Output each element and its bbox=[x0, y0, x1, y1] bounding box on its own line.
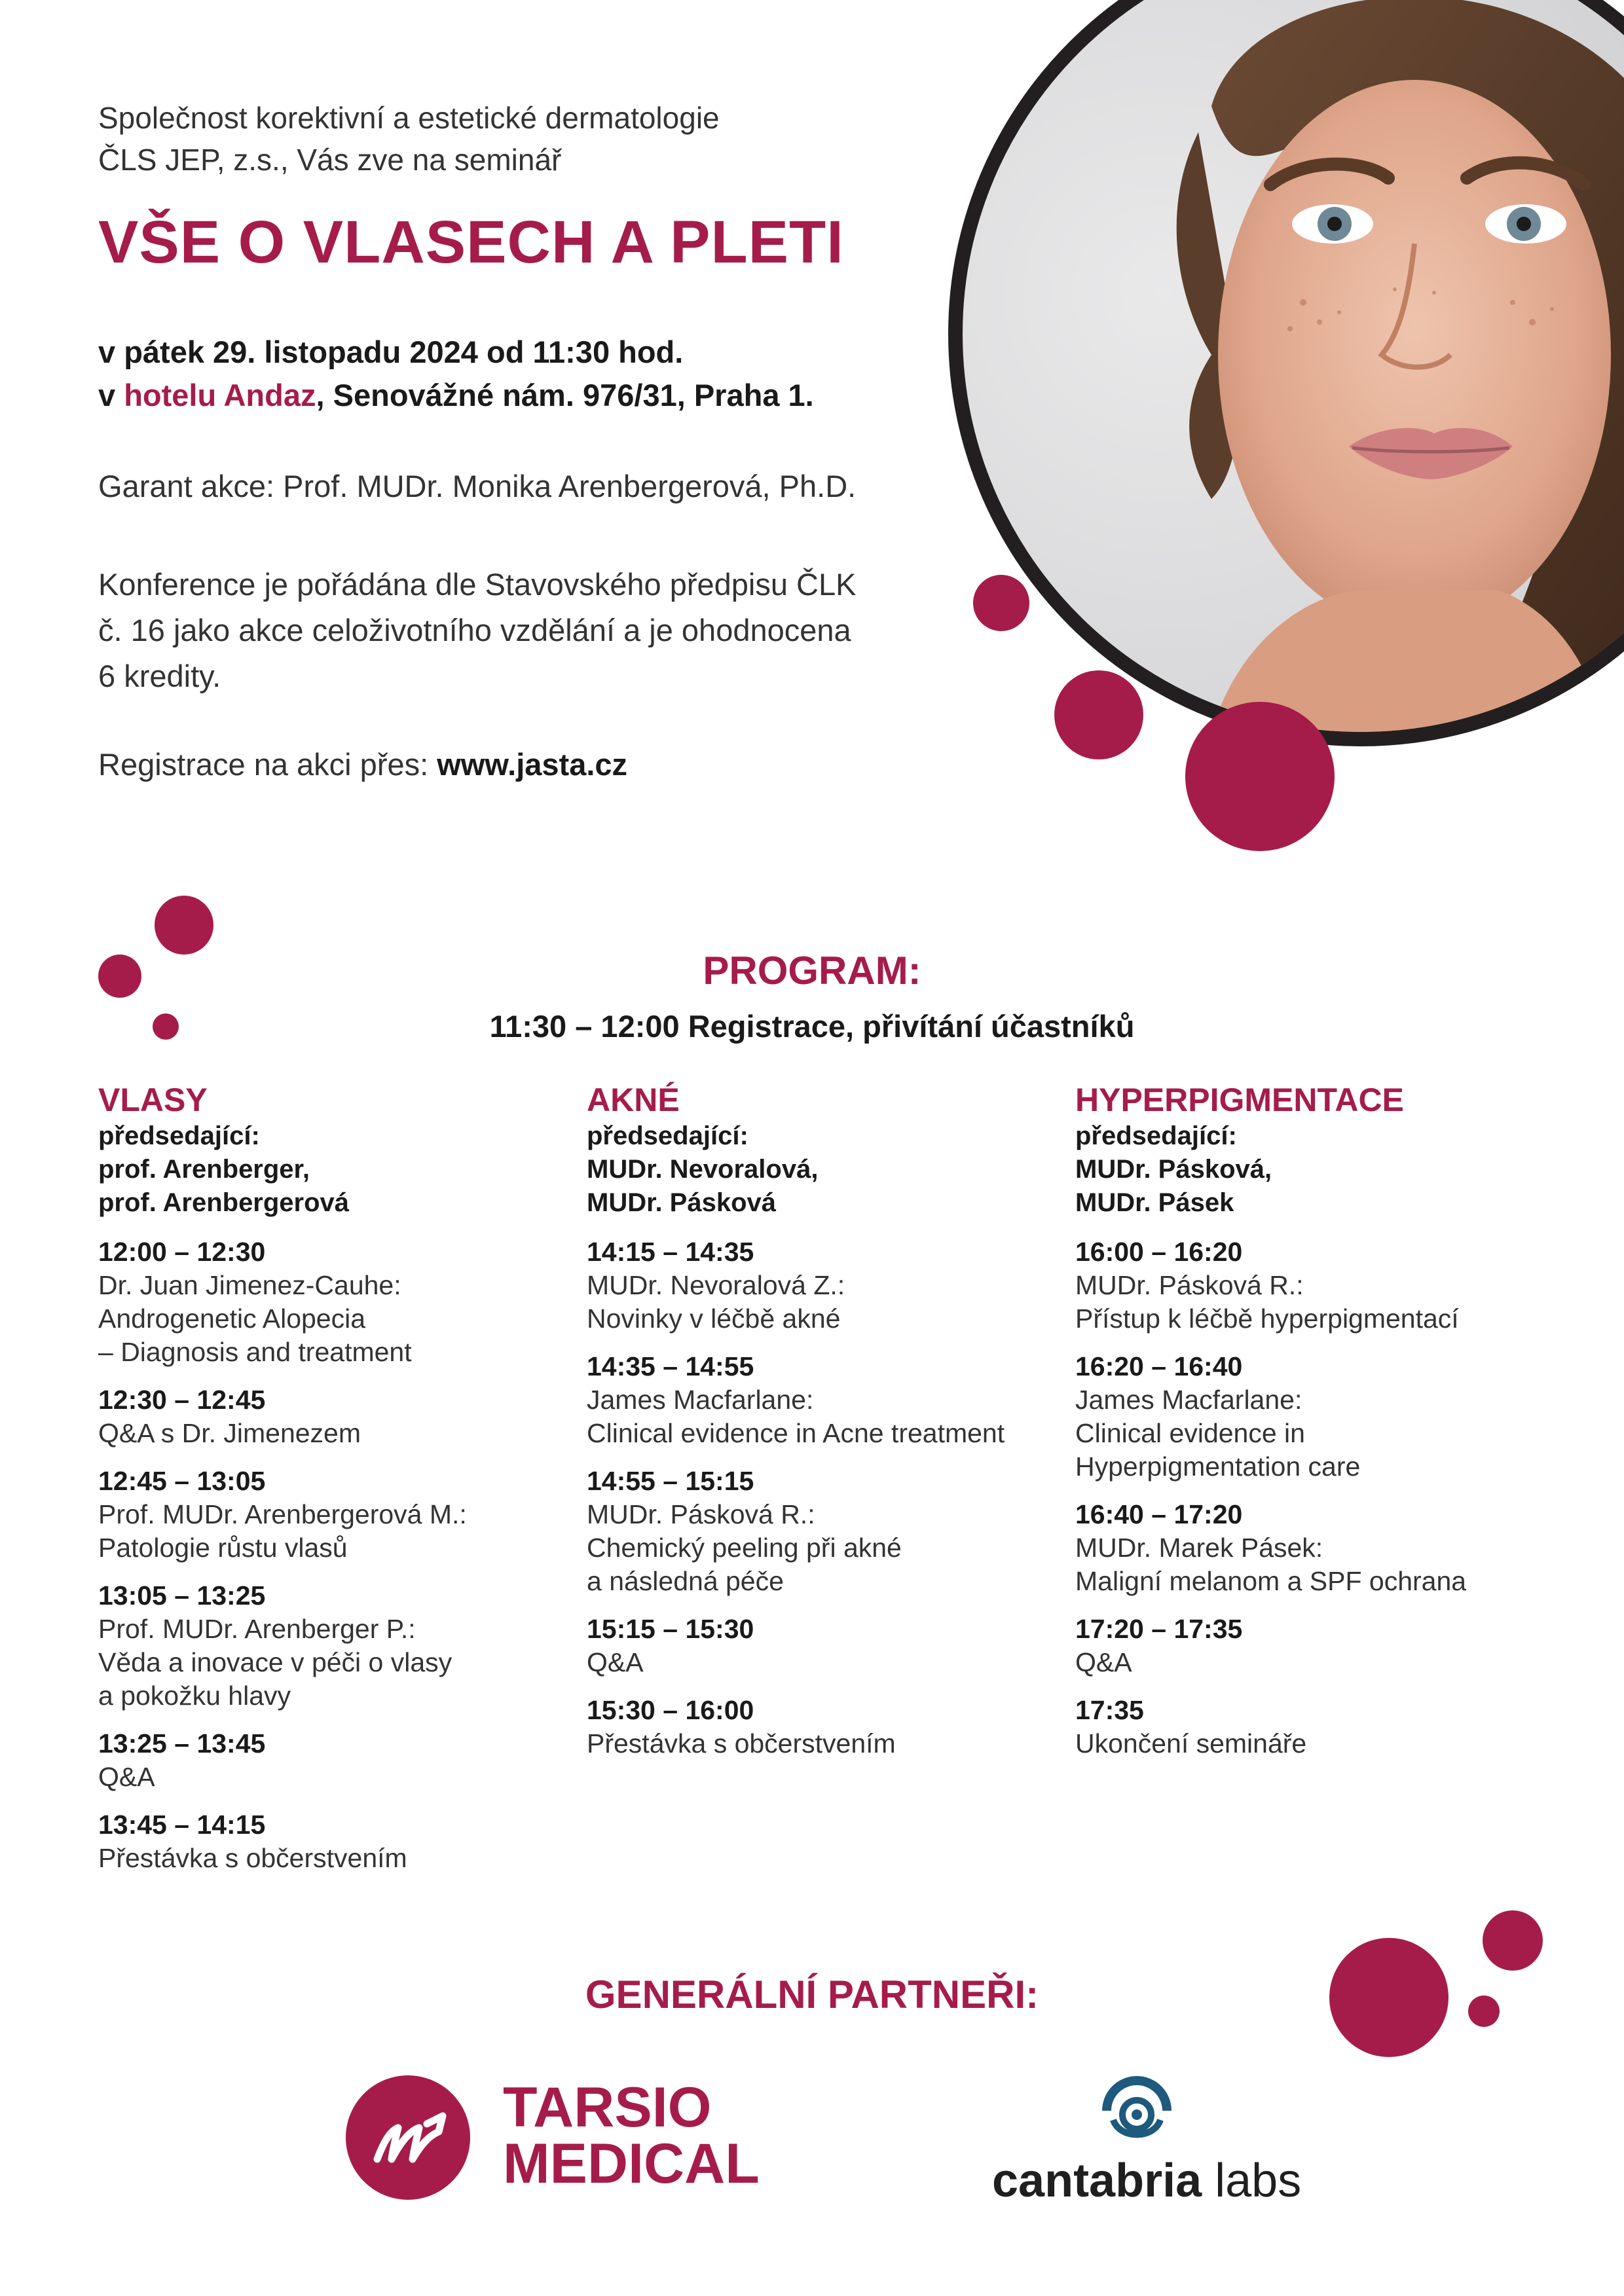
venue-hotel-link[interactable]: hotelu Andaz bbox=[124, 378, 316, 412]
slot-time: 15:15 – 15:30 bbox=[587, 1614, 754, 1644]
slot-description: James Macfarlane: bbox=[587, 1385, 814, 1415]
accreditation-line-2: č. 16 jako akce celoživotního vzdělání a je ohodnocena bbox=[98, 613, 851, 647]
program-slot bbox=[98, 1465, 570, 1565]
chair-name: MUDr. Pásková bbox=[587, 1188, 777, 1217]
slot-description: Patologie růstu vlasů bbox=[98, 1533, 348, 1563]
venue-prefix: v bbox=[98, 378, 124, 412]
intro-line-2: ČLS JEP, z.s., Vás zve na seminář bbox=[98, 143, 562, 177]
decorative-dot bbox=[1185, 702, 1335, 851]
program-slot bbox=[587, 1350, 1058, 1450]
slot-description: James Macfarlane: bbox=[1075, 1385, 1302, 1415]
chair-label: předsedající: bbox=[98, 1121, 260, 1150]
program-slot bbox=[587, 1465, 1058, 1598]
section-chairs bbox=[1075, 1120, 1547, 1220]
section-title: VLASY bbox=[98, 1082, 208, 1118]
program-column-akne bbox=[587, 1080, 1058, 1775]
slot-time: 17:35 bbox=[1075, 1695, 1144, 1725]
slot-description: Q&A bbox=[587, 1647, 644, 1677]
program-slot bbox=[587, 1613, 1058, 1679]
slot-time: 14:55 – 15:15 bbox=[587, 1466, 754, 1496]
medical-word: MEDICAL bbox=[503, 2132, 760, 2195]
chair-name: prof. Arenbergerová bbox=[98, 1188, 350, 1217]
slot-description: MUDr. Pásková R.: bbox=[587, 1499, 815, 1529]
slot-description: Prof. MUDr. Arenberger P.: bbox=[98, 1614, 416, 1644]
program-slot bbox=[1075, 1235, 1547, 1336]
decorative-dot bbox=[1483, 1910, 1543, 1971]
tarsio-medical-logo-icon bbox=[346, 2075, 470, 2200]
slot-description: Přístup k léčbě hyperpigmentací bbox=[1075, 1303, 1459, 1334]
chair-name: prof. Arenberger, bbox=[98, 1155, 310, 1184]
slot-description: a následná péče bbox=[587, 1566, 784, 1596]
section-chairs bbox=[587, 1120, 1058, 1220]
cantabria-labs-eye-icon bbox=[1100, 2074, 1173, 2147]
slot-description: MUDr. Pásková R.: bbox=[1075, 1270, 1304, 1300]
slot-description: Maligní melanom a SPF ochrana bbox=[1075, 1566, 1467, 1596]
venue-address: , Senovážné nám. 976/31, Praha 1. bbox=[316, 378, 814, 412]
portrait-illustration bbox=[963, 0, 1624, 732]
program-slot bbox=[587, 1694, 1058, 1760]
slot-description: – Diagnosis and treatment bbox=[98, 1337, 412, 1367]
intro-line-1: Společnost korektivní a estetické dermatologie bbox=[98, 101, 720, 135]
slot-time: 12:00 – 12:30 bbox=[98, 1237, 266, 1267]
seminar-title: VŠE O VLASECH A PLETI bbox=[98, 209, 844, 276]
program-slot bbox=[98, 1579, 570, 1713]
accreditation-note bbox=[98, 562, 969, 699]
program-column-hyperpigmentace bbox=[1075, 1080, 1547, 1775]
program-slot bbox=[98, 1727, 570, 1794]
invitation-intro bbox=[98, 97, 963, 181]
slot-time: 13:05 – 13:25 bbox=[98, 1580, 266, 1611]
slot-time: 13:45 – 14:15 bbox=[98, 1810, 266, 1840]
slot-description: MUDr. Marek Pásek: bbox=[1075, 1533, 1323, 1563]
cantabria-word: cantabria bbox=[992, 2155, 1202, 2207]
slot-time: 12:30 – 12:45 bbox=[98, 1385, 266, 1415]
slot-time: 14:35 – 14:55 bbox=[587, 1351, 754, 1381]
program-slot bbox=[1075, 1694, 1547, 1760]
slot-time: 16:40 – 17:20 bbox=[1075, 1499, 1243, 1529]
section-title: HYPERPIGMENTACE bbox=[1075, 1082, 1404, 1118]
labs-word: labs bbox=[1202, 2155, 1302, 2207]
chair-label: předsedající: bbox=[587, 1121, 748, 1150]
decorative-dot bbox=[973, 575, 1029, 631]
program-column-vlasy bbox=[98, 1080, 570, 1889]
tarsio-word: TARSIO bbox=[503, 2076, 712, 2139]
program-slot bbox=[587, 1235, 1058, 1336]
slot-description: Androgenetic Alopecia bbox=[98, 1303, 366, 1334]
slot-time: 17:20 – 17:35 bbox=[1075, 1614, 1243, 1644]
slot-description: Q&A bbox=[1075, 1647, 1132, 1677]
slot-description: Chemický peeling při akné bbox=[587, 1533, 902, 1563]
accreditation-line-3: 6 kredity. bbox=[98, 659, 221, 693]
event-guarantor: Garant akce: Prof. MUDr. Monika Arenbergerová, Ph.D. bbox=[98, 469, 857, 503]
event-date: v pátek 29. listopadu 2024 od 11:30 hod. bbox=[98, 335, 684, 369]
slot-description: Hyperpigmentation care bbox=[1075, 1451, 1361, 1482]
section-chairs bbox=[98, 1120, 570, 1220]
program-slot bbox=[98, 1808, 570, 1875]
decorative-dot bbox=[1054, 670, 1143, 759]
chair-label: předsedající: bbox=[1075, 1121, 1237, 1150]
program-slot bbox=[1075, 1498, 1547, 1598]
slot-description: Přestávka s občerstvením bbox=[587, 1728, 896, 1758]
decorative-dot bbox=[155, 896, 213, 955]
slot-time: 16:20 – 16:40 bbox=[1075, 1351, 1243, 1381]
slot-description: Novinky v léčbě akné bbox=[587, 1303, 841, 1334]
slot-time: 15:30 – 16:00 bbox=[587, 1695, 754, 1725]
chair-name: MUDr. Pásková, bbox=[1075, 1155, 1272, 1184]
slot-time: 14:15 – 14:35 bbox=[587, 1237, 754, 1267]
slot-description: Prof. MUDr. Arenbergerová M.: bbox=[98, 1499, 467, 1529]
registration-time-slot: 11:30 – 12:00 Registrace, přivítání účastníků bbox=[489, 1009, 1135, 1044]
event-date-venue bbox=[98, 331, 814, 417]
section-title: AKNÉ bbox=[587, 1082, 680, 1118]
registration-label: Registrace na akci přes: bbox=[98, 747, 437, 782]
slot-time: 12:45 – 13:05 bbox=[98, 1466, 266, 1496]
accreditation-line-1: Konference je pořádána dle Stavovského předpisu ČLK bbox=[98, 567, 857, 602]
chair-name: MUDr. Nevoralová, bbox=[587, 1155, 819, 1184]
slot-description: Clinical evidence in bbox=[1075, 1418, 1305, 1448]
program-slot bbox=[1075, 1350, 1547, 1484]
program-slot bbox=[1075, 1613, 1547, 1679]
slot-description: Clinical evidence in Acne treatment bbox=[587, 1418, 1005, 1448]
slot-description: a pokožku hlavy bbox=[98, 1681, 291, 1711]
slot-description: Dr. Juan Jimenez-Cauhe: bbox=[98, 1270, 401, 1300]
woman-portrait-photo bbox=[948, 0, 1624, 746]
chair-name: MUDr. Pásek bbox=[1075, 1188, 1234, 1217]
tarsio-medical-wordmark bbox=[503, 2076, 760, 2195]
slot-description: Věda a inovace v péči o vlasy bbox=[98, 1647, 452, 1677]
slot-time: 16:00 – 16:20 bbox=[1075, 1237, 1243, 1267]
slot-time: 13:25 – 13:45 bbox=[98, 1728, 266, 1758]
registration-url-link[interactable]: www.jasta.cz bbox=[437, 747, 628, 782]
event-venue bbox=[98, 374, 814, 417]
program-slot bbox=[98, 1235, 570, 1369]
program-heading: PROGRAM: bbox=[703, 949, 921, 993]
slot-description: Přestávka s občerstvením bbox=[98, 1843, 407, 1873]
program-slot bbox=[98, 1383, 570, 1450]
slot-description: MUDr. Nevoralová Z.: bbox=[587, 1270, 845, 1300]
partners-heading: GENERÁLNÍ PARTNEŘI: bbox=[585, 1973, 1039, 2016]
registration-info bbox=[98, 746, 627, 782]
slot-description: Q&A bbox=[98, 1762, 155, 1792]
cantabria-labs-wordmark bbox=[992, 2154, 1301, 2208]
slot-description: Q&A s Dr. Jimenezem bbox=[98, 1418, 361, 1448]
slot-description: Ukončení semináře bbox=[1075, 1728, 1307, 1758]
